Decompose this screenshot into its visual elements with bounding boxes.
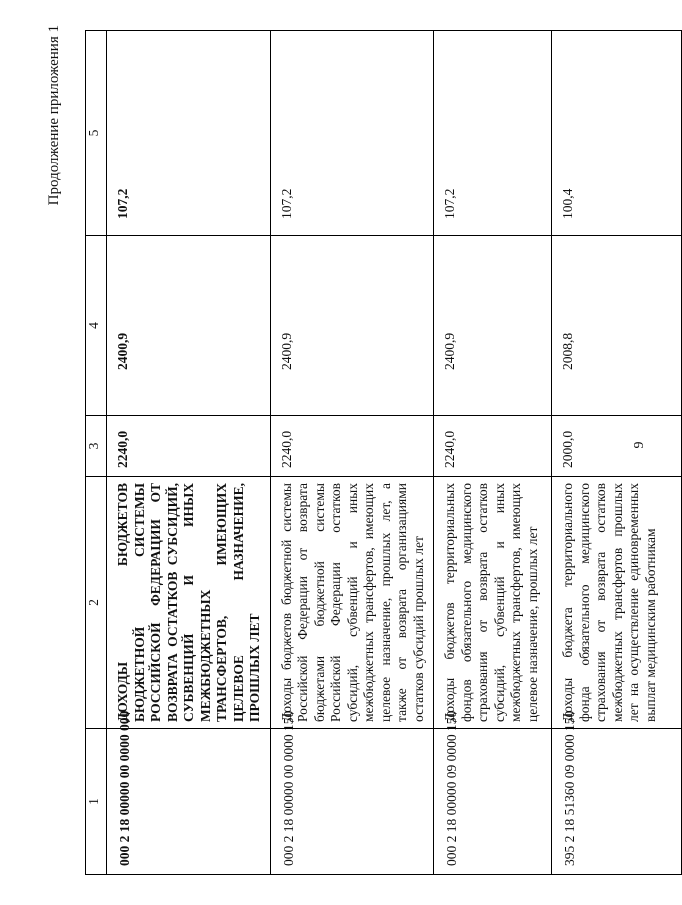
code-cell: 000 2 18 00000 09 0000 150 [434,729,552,875]
value-cell: 2400,9 [270,236,434,416]
table-row [552,31,682,875]
table-row [270,31,434,875]
page-number: 9 [632,441,647,449]
code-cell: 395 2 18 51360 09 0000 150 [552,729,682,875]
header-cell: 3 [86,416,107,477]
value-cell: 2240,0 [107,416,271,477]
description-cell: Доходы бюджета территориального фонда обязательного медицинского страхования от возврата остатков межбюджетных трансфертов прошлых лет на осуществление единовременных выплат медицинским работникам [552,477,682,729]
table-row [107,31,271,875]
code-cell: 000 2 18 00000 00 0000 000 [107,729,271,875]
value-cell: 2000,0 [552,416,682,477]
value-cell: 2240,0 [270,416,434,477]
description-cell: ДОХОДЫ БЮДЖЕТОВ БЮДЖЕТНОЙ СИСТЕМЫ РОССИЙСКОЙ ФЕДЕРАЦИИ ОТ ВОЗВРАТА ОСТАТКОВ СУБСИДИЙ, СУБВЕНЦИЙ И ИНЫХ МЕЖБЮДЖЕТНЫХ ТРАНСФЕРТОВ, ИМЕЮЩИХ ЦЕЛЕВОЕ НАЗНАЧЕНИЕ, ПРОШЛЫХ ЛЕТ [107,477,271,729]
revenue-table [85,30,682,875]
header-cell: 2 [86,477,107,729]
value-cell: 2240,0 [434,416,552,477]
header-cell: 5 [86,31,107,236]
header-cell: 1 [86,729,107,875]
appendix-label: Продолжение приложения 1 [46,25,62,206]
table-row [434,31,552,875]
value-cell: 2008,8 [552,236,682,416]
table-header-row [86,31,107,875]
value-cell: 2400,9 [107,236,271,416]
value-cell: 107,2 [434,31,552,236]
value-cell: 100,4 [552,31,682,236]
value-cell: 2400,9 [434,236,552,416]
header-cell: 4 [86,236,107,416]
value-cell: 107,2 [107,31,271,236]
description-cell: Доходы бюджетов территориальных фондов обязательного медицинского страхования от возврата остатков субсидий, субвенций и иных межбюджетных трансфертов, имеющих целевое назначение, прошлых лет [434,477,552,729]
description-cell: Доходы бюджетов бюджетной системы Российской Федерации от возврата бюджетами бюджетной системы Российской Федерации остатков субсидий, субвенций и иных межбюджетных трансфертов, имеющих целевое назначение, прошлых лет, а также от возврата организациями остатков субсидий прошлых лет [270,477,434,729]
code-cell: 000 2 18 00000 00 0000 150 [270,729,434,875]
value-cell: 107,2 [270,31,434,236]
